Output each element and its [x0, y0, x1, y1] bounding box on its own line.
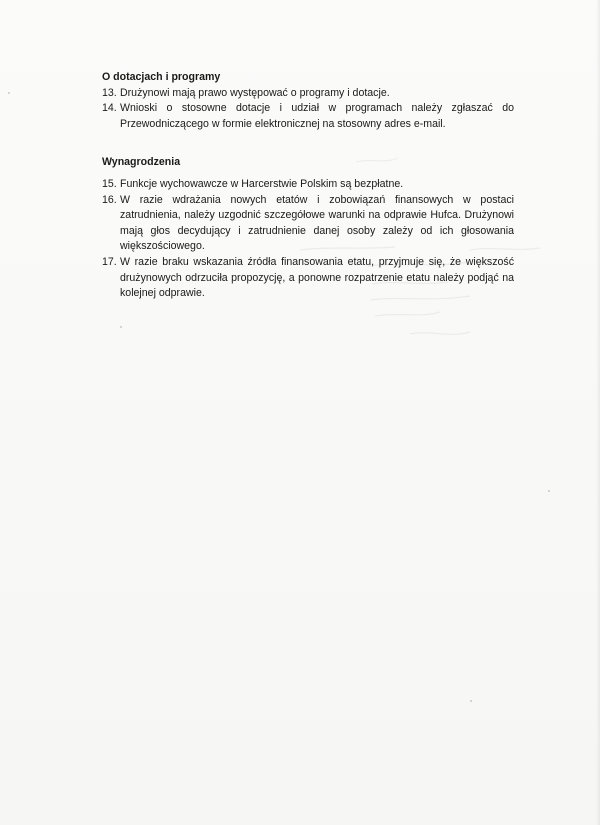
numbered-list — [102, 86, 514, 133]
item-number: 16. — [102, 193, 117, 206]
list-item — [102, 86, 514, 102]
item-number: 17. — [102, 255, 117, 268]
document-body — [102, 70, 514, 322]
item-number: 13. — [102, 86, 117, 99]
section-wynagrodzenia — [102, 155, 514, 301]
item-text: Funkcje wychowawcze w Harcerstwie Polskim są bezpłatne. — [120, 177, 404, 190]
numbered-list — [102, 177, 514, 302]
list-item — [102, 255, 514, 302]
item-number: 15. — [102, 177, 117, 190]
item-text: W razie braku wskazania źródła finansowania etatu, przyjmuje się, że większość drużynowych odrzuciła propozycję, a ponowne rozpatrzenie etatu należy podjąć na kolejnej odprawie. — [120, 255, 514, 300]
list-item — [102, 101, 514, 132]
section-title: O dotacjach i programy — [102, 71, 221, 83]
item-number: 14. — [102, 102, 117, 115]
item-text: W razie wdrażania nowych etatów i zobowiązań finansowych w postaci zatrudnienia, należy uzgodnić szczegółowe warunki na odprawie Hufca. Drużynowi mają głos decydujący i zatrudnienie danej osoby zależy od ich głosowania większościowego. — [120, 193, 514, 253]
list-item — [102, 193, 514, 255]
item-text: Wnioski o stosowne dotacje i udział w programach należy zgłaszać do Przewodniczącego w formie elektronicznej na stosowny adres e-mail. — [120, 102, 514, 130]
list-item — [102, 177, 514, 193]
section-title: Wynagrodzenia — [102, 156, 181, 169]
section-dotacje — [102, 70, 514, 132]
item-text: Drużynowi mają prawo występować o programy i dotacje. — [120, 86, 390, 99]
